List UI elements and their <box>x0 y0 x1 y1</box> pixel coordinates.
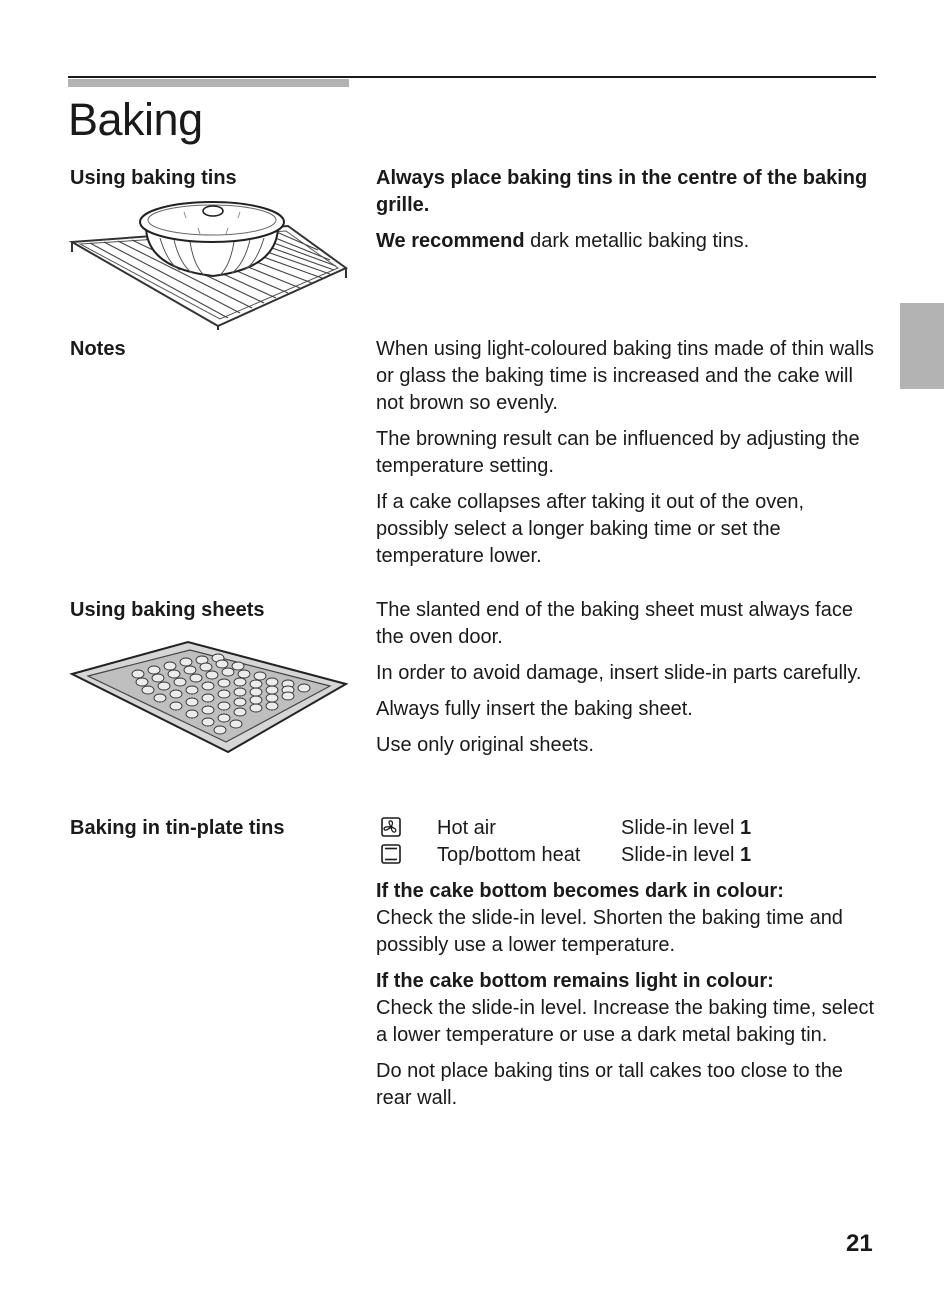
hot-air-icon <box>381 817 401 837</box>
note-paragraph: The browning result can be influenced by adjusting the temperature setting. <box>376 428 860 477</box>
header-accent-bar <box>68 79 349 87</box>
mode-level <box>621 815 751 842</box>
sheet-paragraph: The slanted end of the baking sheet must always face the oven door. <box>376 599 853 648</box>
mode-name: Hot air <box>437 817 496 839</box>
light-bottom-heading: If the cake bottom remains light in colour: <box>376 970 774 992</box>
light-bottom-body: Check the slide-in level. Increase the baking time, select a lower temperature or use a dark metal baking tin. <box>376 997 875 1046</box>
page-title: Baking <box>68 94 203 145</box>
dark-bottom-advice <box>376 878 876 959</box>
heating-mode-row <box>376 842 876 869</box>
section-label-baking-tins: Using baking tins <box>70 167 237 189</box>
level-text: Slide-in level <box>621 844 740 866</box>
rear-wall-advice: Do not place baking tins or tall cakes too close to the rear wall. <box>376 1060 843 1109</box>
light-bottom-advice <box>376 968 876 1049</box>
section-label-notes: Notes <box>70 338 126 360</box>
baking-sheets-text <box>376 597 876 768</box>
section-label-tin-plate-tins: Baking in tin-plate tins <box>70 817 285 839</box>
chapter-tab-marker <box>900 303 944 389</box>
sheet-paragraph: In order to avoid damage, insert slide-in parts carefully. <box>376 662 862 684</box>
tin-plate-text <box>376 815 876 1121</box>
level-text: Slide-in level <box>621 817 740 839</box>
note-paragraph: When using light-coloured baking tins made of thin walls or glass the baking time is increased and the cake will not brown so evenly. <box>376 338 875 414</box>
dark-bottom-heading: If the cake bottom becomes dark in colour: <box>376 880 784 902</box>
section-label-baking-sheets: Using baking sheets <box>70 599 265 621</box>
recommend-lead: We recommend <box>376 230 525 252</box>
top-bottom-heat-icon <box>381 844 401 864</box>
header-rule <box>68 76 876 78</box>
heating-mode-row <box>376 815 876 842</box>
recommend-rest: dark metallic baking tins. <box>524 230 750 252</box>
notes-text <box>376 336 876 579</box>
level-number: 1 <box>739 844 752 866</box>
sheet-paragraph: Use only original sheets. <box>376 734 594 756</box>
dark-bottom-body: Check the slide-in level. Shorten the baking time and possibly use a lower temperature. <box>376 907 843 956</box>
level-number: 1 <box>739 817 752 839</box>
mode-level <box>621 842 751 869</box>
page-number: 21 <box>846 1230 873 1257</box>
note-paragraph: If a cake collapses after taking it out of the oven, possibly select a longer baking time or set the temperature lower. <box>376 491 805 567</box>
mode-name: Top/bottom heat <box>437 844 581 866</box>
baking-sheet-illustration <box>68 636 350 756</box>
baking-tins-text <box>376 165 876 264</box>
baking-tins-instruction: Always place baking tins in the centre of the baking grille. <box>376 167 868 216</box>
baking-tins-recommendation <box>376 228 876 255</box>
sheet-paragraph: Always fully insert the baking sheet. <box>376 698 693 720</box>
baking-tin-on-grille-illustration <box>68 198 350 330</box>
